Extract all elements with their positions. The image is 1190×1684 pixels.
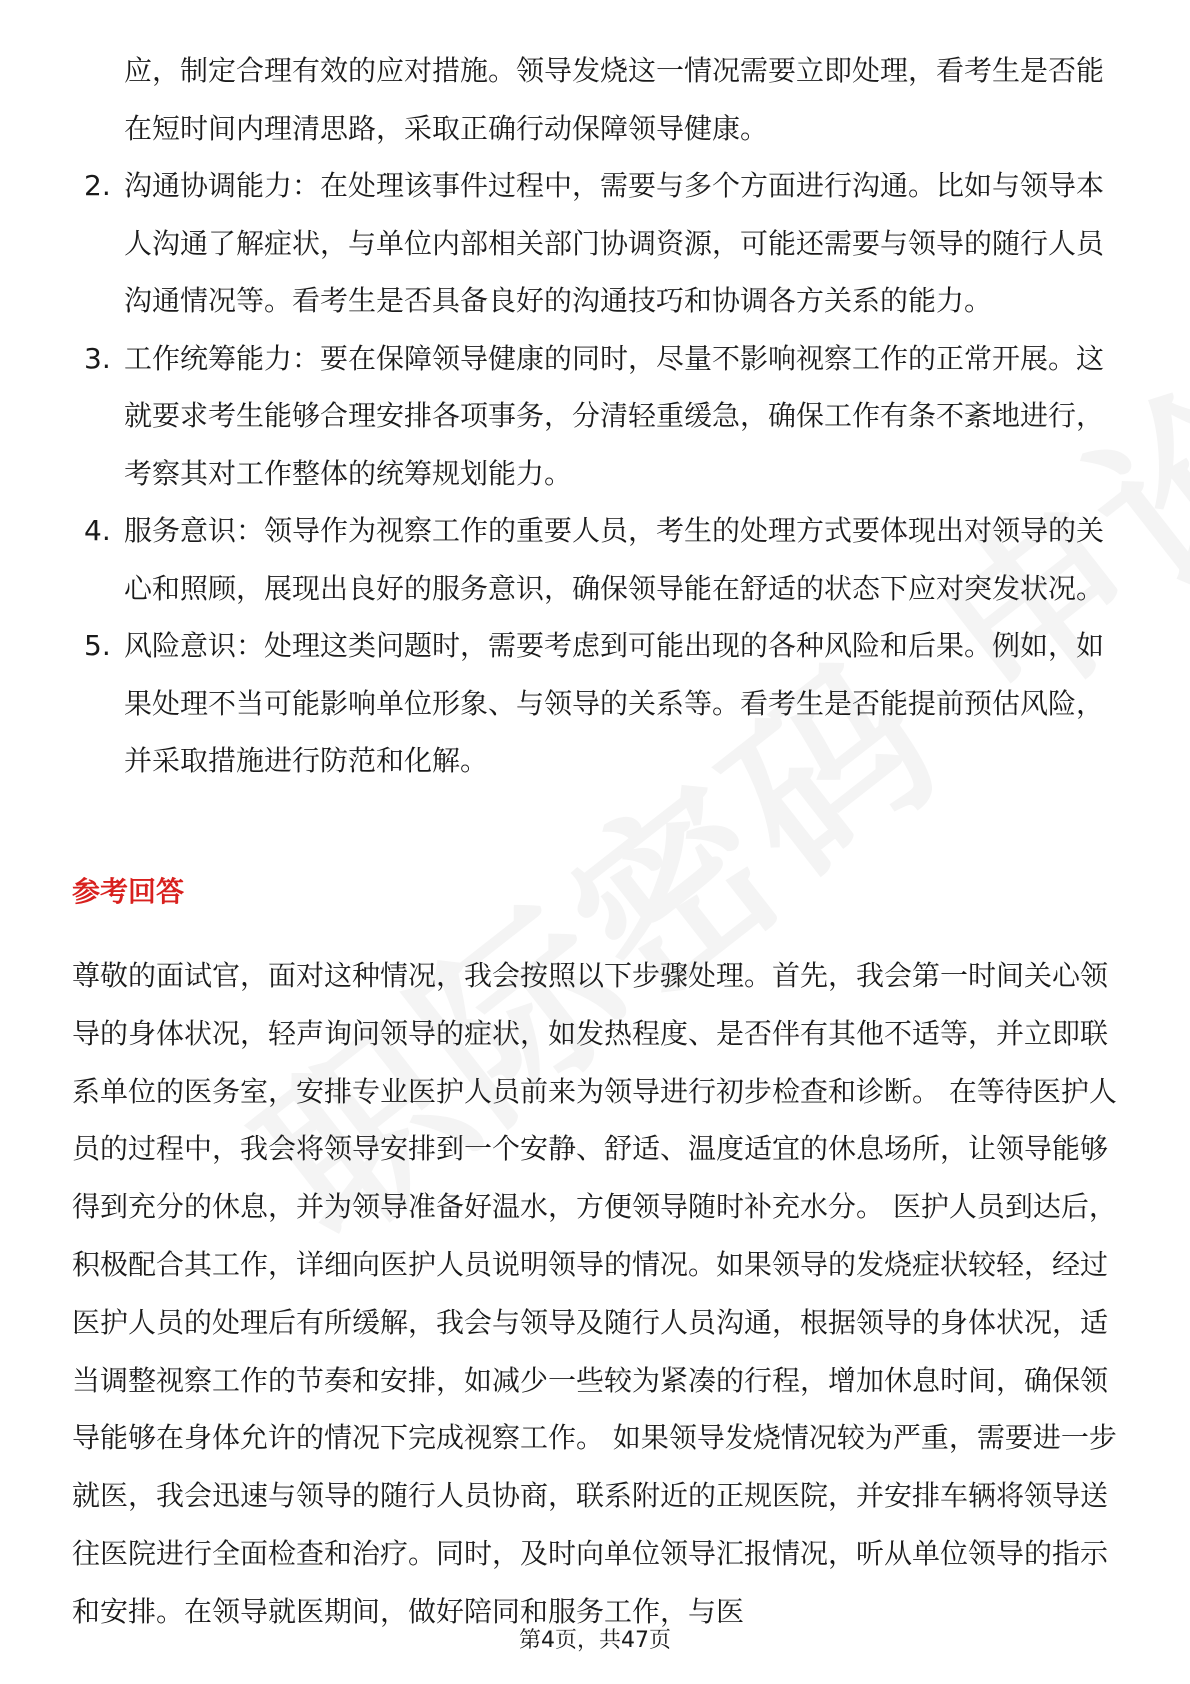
list-item [0,502,1190,617]
page-footer: 第4页，共47页 [519,1628,671,1653]
list-item-number: 3. [84,341,111,375]
list-item-number: 5. [84,629,111,662]
list-item-text: 服务意识：领导作为视察工作的重要人员，考生的处理方式要体现出对领导的关心和照顾，展现出良好的服务意识，确保领导能在舒适的状态下应对突发状况。 [124,514,1105,605]
list-item-text: 工作统筹能力：要在保障领导健康的同时，尽量不影响视察工作的正常开展。这就要求考生能够合理安排各项事务，分清轻重缓急，确保工作有条不紊地进行，考察其对工作整体的统筹规划能力。 [124,341,1105,490]
list-item [0,617,1190,790]
list-item-text: 沟通协调能力：在处理该事件过程中，需要与多个方面进行沟通。比如与领导本人沟通了解症状，与单位内部相关部门协调资源，可能还需要与领导的随行人员沟通情况等。看考生是否具备良好的沟通技巧和协调各方关系的能力。 [124,169,1105,317]
list-item-text: 风险意识：处理这类问题时，需要考虑到可能出现的各种风险和后果。例如，如果处理不当可能影响单位形象、与领导的关系等。看考生是否能提前预估风险，并采取措施进行防范和化解。 [124,629,1105,777]
reference-answer: 尊敬的面试官，面对这种情况，我会按照以下步骤处理。首先，我会第一时间关心领导的身体状况，轻声询问领导的症状，如发热程度、是否伴有其他不适等，并立即联系单位的医务室，安排专业医护人员前来为领导进行初步检查和诊断。 在等待医护人员的过程中，我会将领导安排到一个安静、舒适、温度适宜的休息场所，让领导能够得到充分的休息，并为领导准备好温水，方便领导随时补充水分。 医护人员到达后，积极配合其工作，详细向医护人员说明领导的情况。如果领导的发烧症状较轻，经过医护人员的处理后有所缓解，我会与领导及随行人员沟通，根据领导的身体状况，适当调整视察工作的节奏和安排，如减少一些较为紧凑的行程，增加休息时间，确保领导能够在身体允许的情况下完成视察工作。 如果领导发烧情况较为严重，需要进一步就医，我会迅速与领导的随行人员协商，联系附近的正规医院，并安排车辆将领导送往医院进行全面检查和治疗。同时，及时向单位领导汇报情况，听从单位领导的指示和安排。在领导就医期间，做好陪同和服务工作，与医 [72,959,1117,1628]
section-title: 参考回答 [72,875,185,908]
list-item [0,157,1190,330]
ability-list [0,157,1190,790]
list-item-number: 4. [84,514,111,547]
list-item [0,330,1190,503]
list-item-number: 2. [84,169,111,202]
continuation-paragraph: 应，制定合理有效的应对措施。领导发烧这一情况需要立即处理，看考生是否能在短时间内理清思路，采取正确行动保障领导健康。 [124,54,1105,145]
